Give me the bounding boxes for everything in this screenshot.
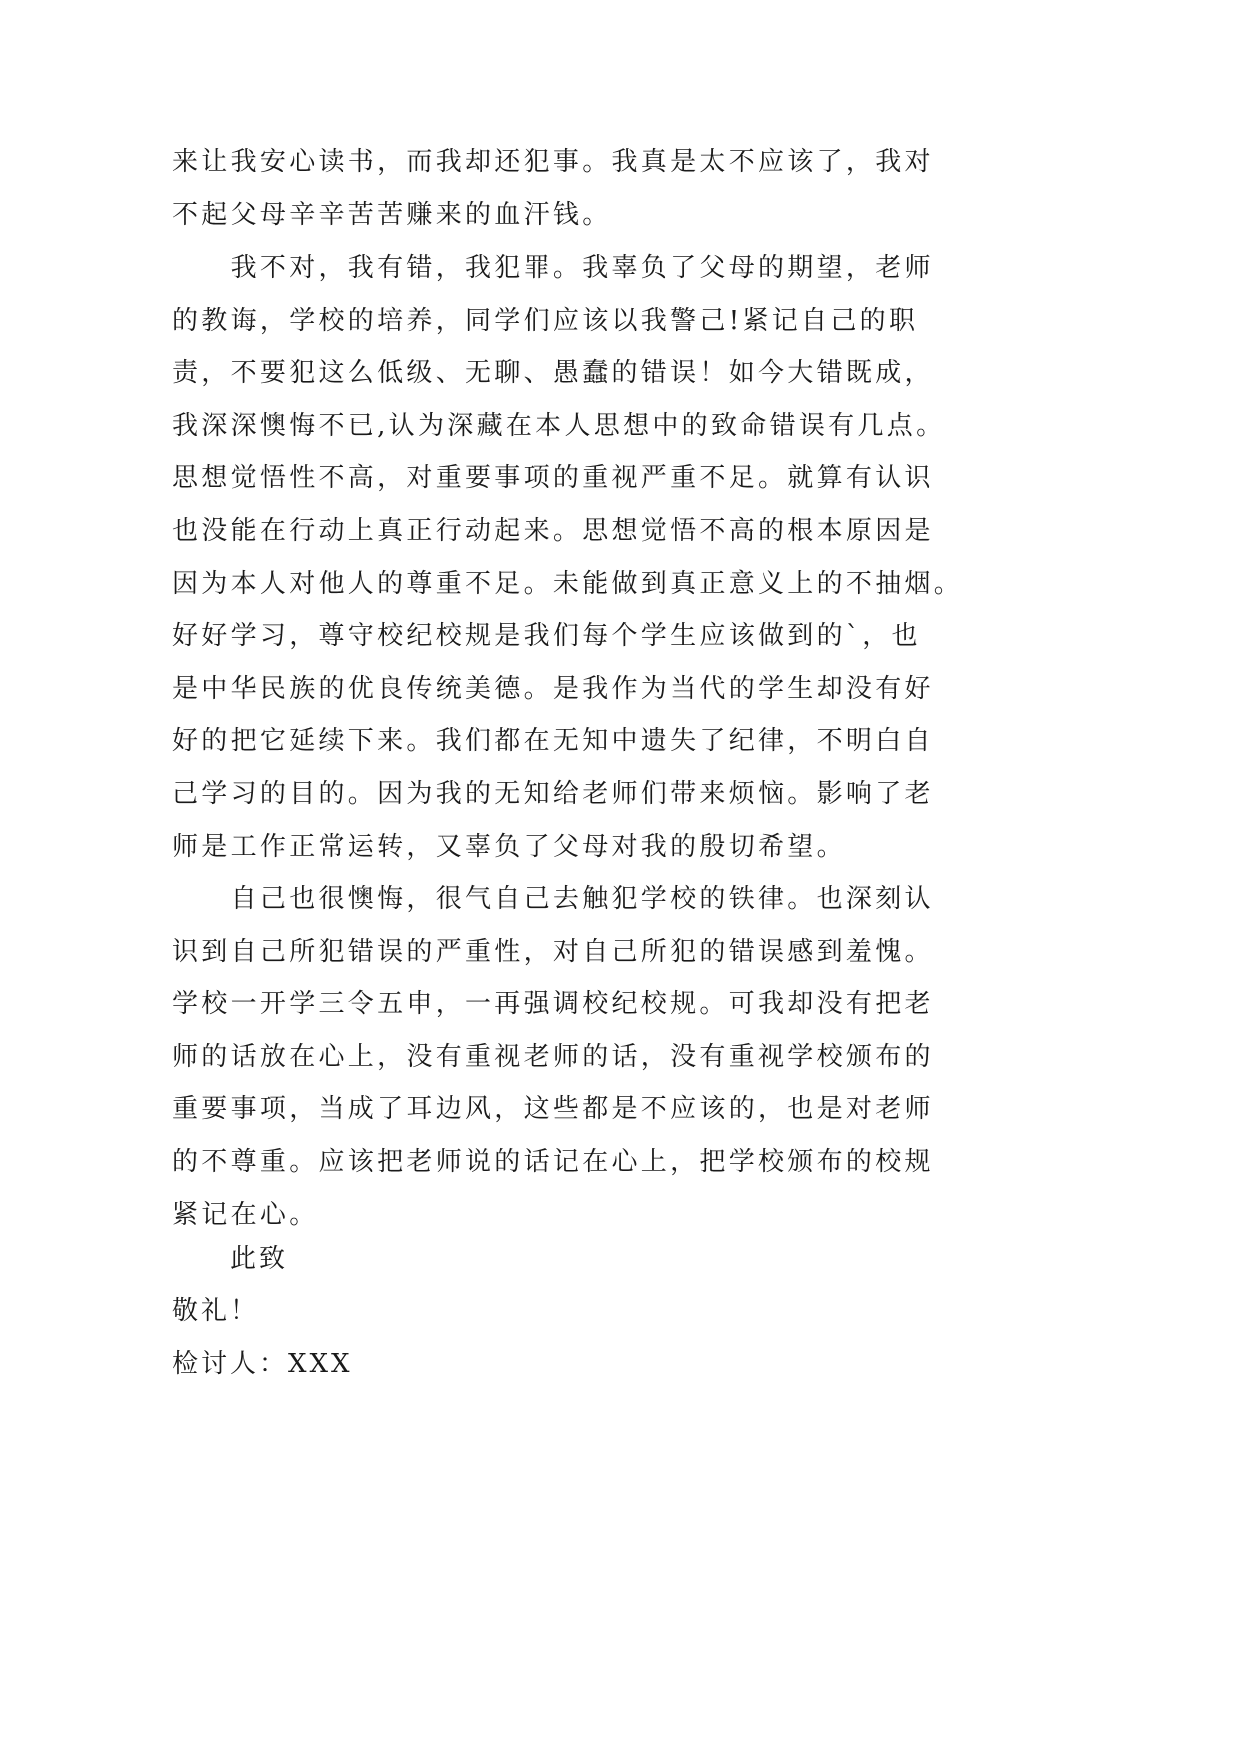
text-line: 也没能在行动上真正行动起来。思想觉悟不高的根本原因是 (172, 515, 934, 546)
paragraph-1 (172, 136, 952, 241)
text-line: 紧记在心。 (172, 1199, 319, 1230)
text-line: 我深深懊悔不已,认为深藏在本人思想中的致命错误有几点。 (172, 410, 946, 441)
text-line: 师是工作正常运转，又辜负了父母对我的殷切希望。 (172, 831, 846, 862)
text-line: 责，不要犯这么低级、无聊、愚蠢的错误！如今大错既成， (172, 358, 934, 389)
paragraph-2 (172, 242, 964, 873)
text-line: 自己也很懊悔，很气自己去触犯学校的铁律。也深刻认 (172, 884, 934, 914)
closing-regards: 敬礼！ (172, 1296, 260, 1326)
paragraph-3 (172, 873, 952, 1241)
text-line: 学校一开学三令五申，一再强调校纪校规。可我却没有把老 (172, 989, 934, 1020)
text-line: 不起父母辛辛苦苦赚来的血汗钱。 (172, 199, 612, 230)
text-line: 的教诲，学校的培养，同学们应该以我警己!紧记自己的职 (172, 305, 919, 336)
text-line: 因为本人对他人的尊重不足。未能做到真正意义上的不抽烟。 (172, 568, 964, 599)
text-line: 思想觉悟性不高，对重要事项的重视严重不足。就算有认识 (172, 463, 934, 494)
signature-line: 检讨人：XXX (172, 1349, 353, 1379)
text-line: 己学习的目的。因为我的无知给老师们带来烦恼。影响了老 (172, 778, 934, 809)
text-line: 师的话放在心上，没有重视老师的话，没有重视学校颁布的 (172, 1041, 934, 1072)
closing-salutation: 此致 (172, 1244, 289, 1274)
text-line: 是中华民族的优良传统美德。是我作为当代的学生却没有好 (172, 673, 934, 704)
text-line: 好好学习，尊守校纪校规是我们每个学生应该做到的`，也 (172, 621, 921, 652)
text-line: 的不尊重。应该把老师说的话记在心上，把学校颁布的校规 (172, 1146, 934, 1177)
text-line: 重要事项，当成了耳边风，这些都是不应该的，也是对老师 (172, 1094, 934, 1125)
text-line: 我不对，我有错，我犯罪。我辜负了父母的期望，老师 (172, 253, 934, 283)
text-line: 好的把它延续下来。我们都在无知中遗失了纪律，不明白自 (172, 726, 934, 757)
text-line: 识到自己所犯错误的严重性，对自己所犯的错误感到羞愧。 (172, 936, 934, 967)
text-line: 来让我安心读书，而我却还犯事。我真是太不应该了，我对 (172, 147, 934, 177)
